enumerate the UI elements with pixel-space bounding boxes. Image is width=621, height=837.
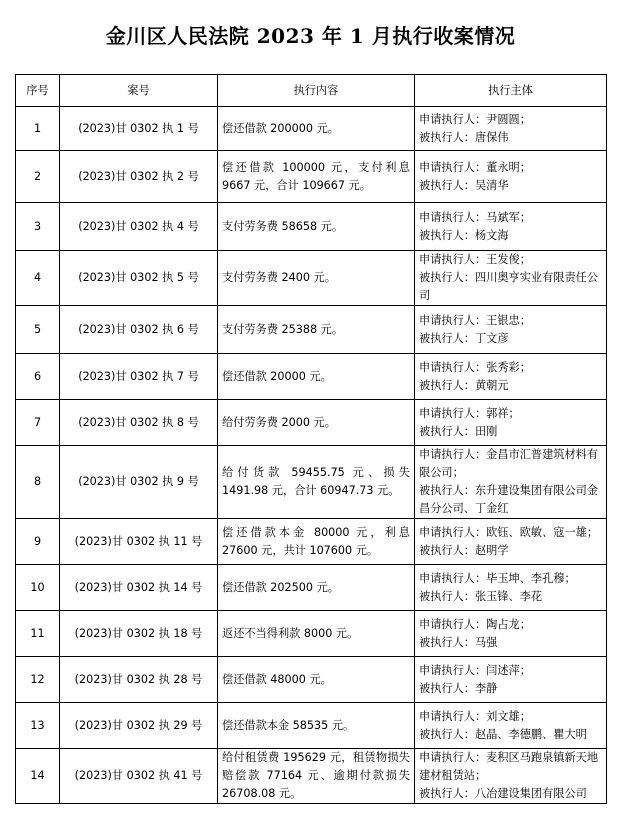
table-row (16, 354, 607, 400)
cell-content: 偿还借款 200000 元。 (218, 107, 415, 151)
respondent-text: 被执行人：李静 (419, 681, 498, 695)
table-row (16, 749, 607, 804)
document-title: 金川区人民法院 2023 年 1 月执行收案情况 (105, 24, 516, 48)
applicant-text: 申请执行人：麦积区马跑泉镇新天地建材租赁站； (419, 751, 599, 782)
cell-no: 9 (16, 519, 60, 565)
cell-case-number: (2023)甘 0302 执 5 号 (60, 251, 218, 306)
cell-no: 3 (16, 203, 60, 251)
respondent-text: 被执行人：八冶建设集团有限公司 (419, 787, 587, 800)
cell-content: 偿还借款 48000 元。 (218, 657, 415, 703)
cell-no: 12 (16, 657, 60, 703)
cell-content: 给付租赁费 195629 元，租赁物损失赔偿款 77164 元、逾期付款损失 26708.08 元。 (218, 749, 415, 804)
applicant-text: 申请执行人：刘文雄； (419, 709, 531, 723)
applicant-text: 申请执行人：毕玉坤、李孔穆； (419, 571, 576, 585)
cell-party (415, 354, 607, 400)
cell-case-number: (2023)甘 0302 执 18 号 (60, 611, 218, 657)
cell-content: 给付劳务费 2000 元。 (218, 400, 415, 446)
cell-case-number: (2023)甘 0302 执 8 号 (60, 400, 218, 446)
cell-case-number: (2023)甘 0302 执 2 号 (60, 151, 218, 203)
cell-party (415, 306, 607, 354)
cell-no: 2 (16, 151, 60, 203)
table-row (16, 203, 607, 251)
header-no: 序号 (16, 75, 60, 107)
cell-party (415, 446, 607, 519)
applicant-text: 申请执行人：董永明； (419, 160, 531, 174)
cell-party (415, 657, 607, 703)
cell-content: 给付货款 59455.75 元、损失 1491.98 元，合计 60947.73 元。 (218, 446, 415, 519)
table-row (16, 400, 607, 446)
cell-case-number: (2023)甘 0302 执 9 号 (60, 446, 218, 519)
cell-content: 偿还借款本金 80000 元，利息 27600 元，共计 107600 元。 (218, 519, 415, 565)
cell-no: 5 (16, 306, 60, 354)
cell-content: 支付劳务费 2400 元。 (218, 251, 415, 306)
applicant-text: 申请执行人：欧钰、欧敏、寇一雄； (419, 525, 599, 539)
header-content: 执行内容 (218, 75, 415, 107)
respondent-text: 被执行人：黄朝元 (419, 378, 509, 392)
table-row (16, 565, 607, 611)
cell-party (415, 519, 607, 565)
cell-content: 返还不当得利款 8000 元。 (218, 611, 415, 657)
cell-case-number: (2023)甘 0302 执 11 号 (60, 519, 218, 565)
applicant-text: 申请执行人：闫述萍； (419, 663, 531, 677)
cell-content: 支付劳务费 58658 元。 (218, 203, 415, 251)
header-case: 案号 (60, 75, 218, 107)
cell-party (415, 611, 607, 657)
respondent-text: 被执行人：田刚 (419, 424, 498, 438)
cell-party (415, 565, 607, 611)
cell-party (415, 107, 607, 151)
cell-case-number: (2023)甘 0302 执 41 号 (60, 749, 218, 804)
respondent-text: 被执行人：张玉锋、李花 (419, 589, 543, 603)
cell-no: 6 (16, 354, 60, 400)
cell-case-number: (2023)甘 0302 执 1 号 (60, 107, 218, 151)
case-table (15, 74, 607, 804)
cell-party (415, 251, 607, 306)
cell-case-number: (2023)甘 0302 执 14 号 (60, 565, 218, 611)
cell-no: 10 (16, 565, 60, 611)
respondent-text: 被执行人：东升建设集团有限公司金昌分公司、丁金红 (419, 484, 599, 515)
cell-party (415, 749, 607, 804)
respondent-text: 被执行人：丁文彦 (419, 331, 509, 345)
respondent-text: 被执行人：杨文海 (419, 228, 509, 242)
cell-no: 13 (16, 703, 60, 749)
cell-case-number: (2023)甘 0302 执 28 号 (60, 657, 218, 703)
respondent-text: 被执行人：四川奥亨实业有限责任公司 (419, 271, 599, 302)
cell-content: 偿还借款本金 58535 元。 (218, 703, 415, 749)
cell-content: 偿还借款 100000 元，支付利息 9667 元，合计 109667 元。 (218, 151, 415, 203)
cell-party (415, 400, 607, 446)
table-row (16, 306, 607, 354)
cell-no: 14 (16, 749, 60, 804)
cell-content: 偿还借款 202500 元。 (218, 565, 415, 611)
cell-party (415, 151, 607, 203)
applicant-text: 申请执行人：金昌市汇普建筑材料有限公司； (419, 448, 599, 479)
cell-no: 1 (16, 107, 60, 151)
table-row (16, 611, 607, 657)
table-row (16, 657, 607, 703)
applicant-text: 申请执行人：尹圆圆； (419, 112, 531, 126)
table-row (16, 151, 607, 203)
applicant-text: 申请执行人：张秀彩； (419, 360, 531, 374)
applicant-text: 申请执行人：陶占龙； (419, 617, 531, 631)
cell-no: 4 (16, 251, 60, 306)
cell-no: 7 (16, 400, 60, 446)
table-row (16, 251, 607, 306)
cell-content: 支付劳务费 25388 元。 (218, 306, 415, 354)
respondent-text: 被执行人：赵晶、李德鹏、瞿大明 (419, 727, 587, 741)
table-row (16, 519, 607, 565)
cell-case-number: (2023)甘 0302 执 4 号 (60, 203, 218, 251)
respondent-text: 被执行人：马强 (419, 635, 498, 649)
applicant-text: 申请执行人：王银忠； (419, 313, 531, 327)
cell-case-number: (2023)甘 0302 执 6 号 (60, 306, 218, 354)
header-party: 执行主体 (415, 75, 607, 107)
cell-case-number: (2023)甘 0302 执 7 号 (60, 354, 218, 400)
applicant-text: 申请执行人：郭祥； (419, 406, 520, 420)
cell-party (415, 703, 607, 749)
respondent-text: 被执行人：赵明学 (419, 543, 509, 557)
table-row (16, 703, 607, 749)
cell-case-number: (2023)甘 0302 执 29 号 (60, 703, 218, 749)
cell-content: 偿还借款 20000 元。 (218, 354, 415, 400)
applicant-text: 申请执行人：王发俊； (419, 253, 531, 266)
cell-no: 11 (16, 611, 60, 657)
cell-party (415, 203, 607, 251)
header-row (16, 75, 607, 107)
respondent-text: 被执行人：唐保伟 (419, 130, 509, 144)
applicant-text: 申请执行人：马斌军； (419, 210, 531, 224)
respondent-text: 被执行人：吴清华 (419, 178, 509, 192)
table-row (16, 446, 607, 519)
table-row (16, 107, 607, 151)
cell-no: 8 (16, 446, 60, 519)
